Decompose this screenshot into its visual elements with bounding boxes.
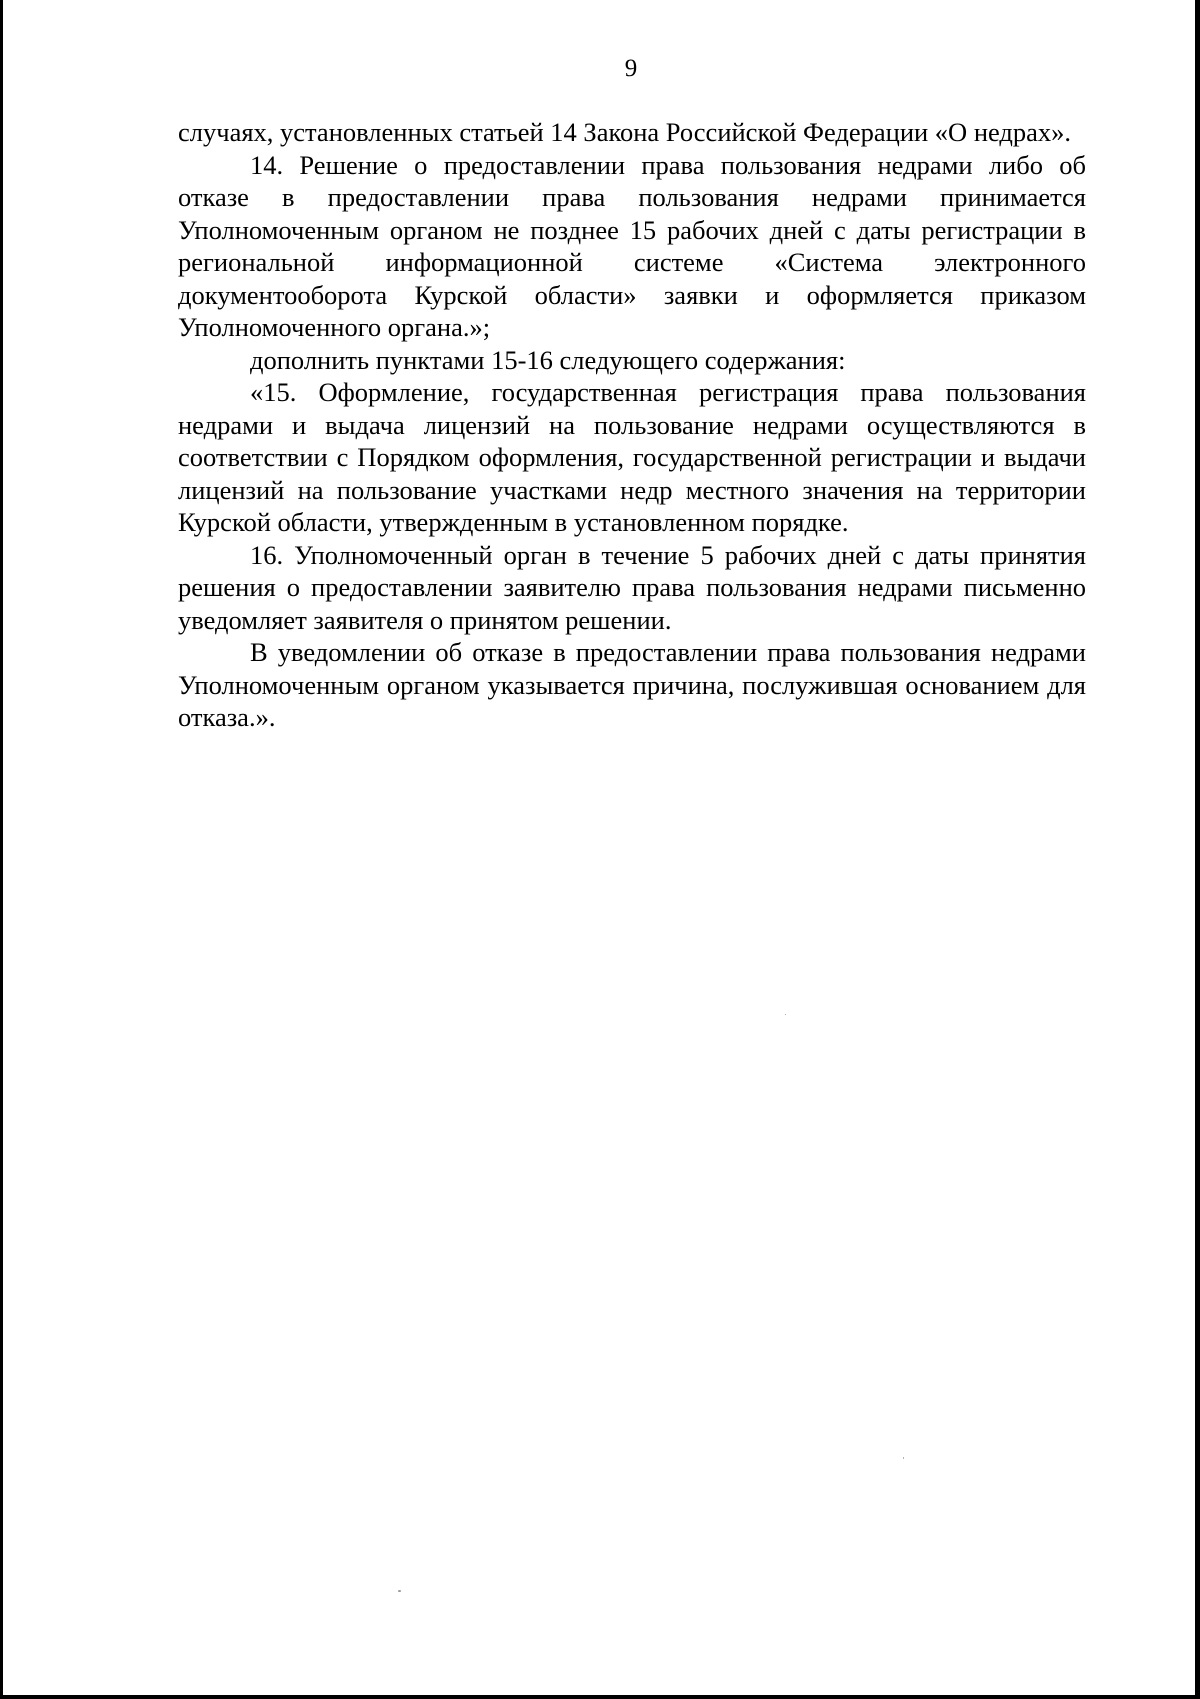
document-body	[178, 116, 1086, 734]
paragraph-supplement: дополнить пунктами 15-16 следующего содержания:	[250, 344, 846, 375]
scan-edge-left	[0, 0, 3, 1699]
page-number: 9	[624, 55, 638, 82]
scan-edge-bottom	[0, 1695, 1200, 1699]
scan-speck	[398, 1590, 401, 1592]
scan-edge-right	[1195, 0, 1200, 1699]
scan-speck	[785, 1014, 786, 1015]
paragraph-item-15: «15. Оформление, государственная регистрация права пользования недрами и выдача лицензий на пользование недрами осуществляются в соответствии с Порядком оформления, государственной регистрации и выдачи лицензий на пользование участками недр местного значения на территории Курской области, утвержденным в установленном порядке.	[178, 377, 1086, 537]
paragraph-item-14: 14. Решение о предоставлении права пользования недрами либо об отказе в предоставлении права пользования недрами принимается Уполномоченным органом не позднее 15 рабочих дней с даты регистрации в региональной информационной системе «Система электронного документооборота Курской области» заявки и оформляется приказом Уполномоченного органа.»;	[178, 149, 1086, 342]
scan-speck	[903, 1457, 904, 1459]
paragraph-refusal-notice: В уведомлении об отказе в предоставлении права пользования недрами Уполномоченным органом указывается причина, послужившая основанием для отказа.».	[178, 637, 1086, 732]
paragraph-continuation: случаях, установленных статьей 14 Закона Российской Федерации «О недрах».	[178, 117, 1072, 147]
paragraph-item-16: 16. Уполномоченный орган в течение 5 рабочих дней с даты принятия решения о предоставлении заявителю права пользования недрами письменно уведомляет заявителя о принятом решении.	[178, 539, 1086, 635]
